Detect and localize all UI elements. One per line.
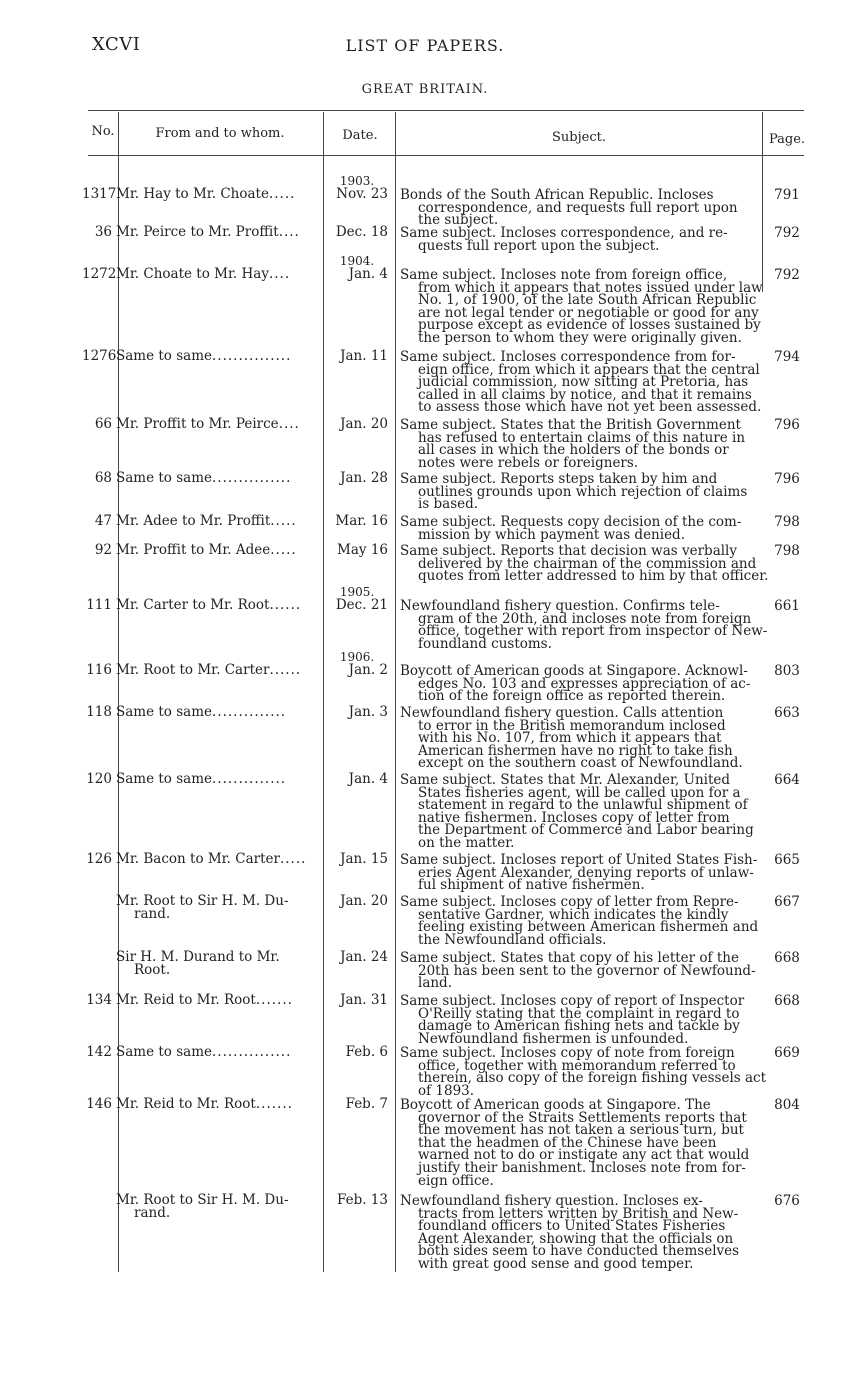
subject-line: office, together with report from inspector of New-	[418, 623, 768, 640]
from-and-to	[116, 994, 324, 1007]
column-divider-subject	[762, 112, 763, 292]
date-year: 1906.	[339, 650, 375, 664]
leader-dots: ...............	[212, 470, 292, 486]
subject-line: Agent Alexander, showing that the officials on	[418, 1230, 734, 1247]
paper-date	[326, 706, 388, 719]
subject-line: of 1893.	[418, 1082, 475, 1099]
date-value: Jan. 20	[340, 416, 388, 432]
subject-line: is based.	[418, 496, 479, 513]
paper-number: 92	[94, 542, 112, 558]
column-header-subject: Subject.	[552, 130, 606, 145]
page-reference: 794	[774, 349, 800, 365]
paper-number: 66	[94, 416, 112, 432]
paper-number: 1276	[82, 348, 117, 364]
page-reference: 668	[774, 950, 800, 966]
from-and-to	[116, 268, 324, 281]
date-value: Jan. 4	[348, 265, 388, 282]
from-and-to	[116, 418, 324, 431]
from-label: Mr. Reid to Mr. Root	[116, 1096, 256, 1112]
paper-number: 1272	[82, 266, 117, 282]
subject-line: outlines grounds upon which rejection of claims	[418, 483, 748, 500]
subject-line: are not legal tender or negotiable or good for any	[418, 304, 759, 321]
date-value: Jan. 2	[348, 661, 388, 678]
subject-line: American fishermen have no right to take fish	[418, 742, 733, 759]
leader-dots: .....	[270, 513, 297, 529]
subject-line: tion of the foreign office as reported therein.	[418, 688, 726, 705]
paper-date	[326, 1194, 388, 1207]
subject-line: the subject.	[418, 212, 499, 229]
subject-line: Bonds of the South African Republic. Incloses	[400, 187, 714, 203]
subject-line: Newfoundland fishery question. Confirms tele-	[400, 598, 720, 614]
date-year: 1904.	[339, 254, 375, 268]
paper-number: 111	[86, 597, 112, 613]
page-reference: 796	[774, 471, 800, 487]
from-and-to	[116, 664, 324, 677]
leader-dots: .....	[270, 542, 297, 558]
subject-line: tracts from letters written by British and New-	[418, 1205, 739, 1222]
paper-subject	[400, 896, 758, 946]
subject-line: native fishermen. Incloses copy of letter from	[418, 809, 730, 826]
leader-dots: ......	[269, 597, 302, 613]
subject-line: the person to whom they were originally given.	[418, 329, 742, 346]
from-label: Mr. Adee to Mr. Proffit	[116, 513, 271, 529]
from-label: Same to same	[116, 704, 212, 720]
subject-line: correspondence, and requests full report upon	[418, 199, 738, 216]
date-value: Jan. 11	[340, 348, 388, 364]
paper-subject	[400, 473, 758, 511]
paper-subject	[400, 665, 758, 703]
date-value: Nov. 23	[336, 185, 388, 202]
page-number: XCVI	[92, 34, 141, 55]
paper-date	[326, 853, 388, 866]
subject-line: gram of the 20th, and incloses note from foreign	[418, 610, 752, 627]
paper-date	[326, 418, 388, 431]
leader-dots: .......	[255, 992, 293, 1008]
date-value: Jan. 15	[340, 851, 388, 867]
subject-line: the Department of Commerce and Labor bearing	[418, 822, 754, 839]
subject-line: Boycott of American goods at Singapore. Acknowl-	[400, 663, 748, 679]
from-and-to	[116, 951, 324, 976]
from-and-to	[116, 1098, 324, 1111]
paper-date	[326, 651, 388, 676]
column-header-date: Date.	[342, 128, 378, 143]
subject-line: Same subject. Reports steps taken by him and	[400, 471, 718, 487]
from-label: Mr. Hay to Mr. Choate	[116, 186, 269, 202]
subject-line: Same subject. Incloses copy of letter from Repre-	[400, 894, 739, 910]
page-subtitle: GREAT BRITAIN.	[361, 82, 489, 97]
date-value: Mar. 16	[335, 513, 388, 529]
date-value: Jan. 24	[340, 949, 388, 965]
date-value: Jan. 20	[340, 893, 388, 909]
page-reference: 798	[774, 543, 800, 559]
from-and-to	[116, 472, 324, 485]
date-value: Jan. 31	[340, 992, 388, 1008]
subject-line: Same subject. States that Mr. Alexander, United	[400, 772, 731, 788]
from-and-to	[116, 1046, 324, 1059]
from-and-to	[116, 706, 324, 719]
subject-line: land.	[418, 975, 452, 992]
subject-line: Same subject. Incloses copy of report of Inspector	[400, 993, 745, 1009]
subject-line: Newfoundland fishery question. Incloses ex-	[400, 1193, 703, 1209]
date-year: 1903.	[339, 174, 375, 188]
subject-line: Same subject. Incloses correspondence from for-	[400, 349, 736, 365]
paper-date	[326, 226, 388, 239]
leader-dots: .....	[279, 851, 307, 867]
paper-number: 142	[86, 1044, 112, 1060]
from-label-line: rand.	[134, 905, 171, 922]
subject-line: feeling existing between American fishermen and	[418, 919, 759, 936]
paper-subject	[400, 774, 758, 850]
date-value: Jan. 3	[348, 704, 388, 720]
paper-subject	[400, 1099, 758, 1187]
leader-dots: ..............	[212, 771, 287, 787]
from-label: Mr. Reid to Mr. Root	[116, 992, 256, 1008]
paper-number: 118	[86, 704, 112, 720]
subject-line: Same subject. Incloses correspondence, and re-	[400, 225, 728, 241]
date-value: Feb. 6	[345, 1044, 388, 1060]
from-and-to	[116, 895, 324, 920]
subject-line: to error in the British memorandum inclosed	[418, 717, 726, 734]
paper-subject	[400, 349, 762, 416]
from-and-to	[116, 515, 324, 528]
subject-line: Same subject. Reports that decision was verbally	[400, 543, 738, 559]
paper-date	[326, 515, 388, 528]
from-label: Mr. Proffit to Mr. Peirce	[116, 416, 279, 432]
page-reference: 664	[774, 772, 800, 788]
date-value: Jan. 4	[348, 771, 388, 787]
paper-date	[326, 951, 388, 964]
from-label: Mr. Carter to Mr. Root	[116, 597, 270, 613]
subject-line: O'Reilly stating that the complaint in regard to	[418, 1005, 740, 1022]
subject-line: Same subject. Incloses copy of note from foreign	[400, 1045, 735, 1061]
paper-number: 36	[94, 224, 112, 240]
paper-subject	[400, 952, 758, 990]
leader-dots: .....	[268, 186, 296, 202]
date-value: Jan. 28	[340, 470, 388, 486]
paper-date	[326, 472, 388, 485]
from-and-to	[116, 350, 324, 363]
leader-dots: ....	[278, 416, 300, 432]
subject-line: from which it appears that notes issued under law	[418, 279, 763, 296]
subject-line: Boycott of American goods at Singapore. The	[400, 1097, 711, 1113]
page-reference: 667	[774, 894, 800, 910]
subject-line: foundland customs.	[418, 635, 552, 652]
subject-line: damage to American fishing nets and tackle by	[418, 1018, 740, 1035]
subject-line: Same subject. States that the British Government	[400, 417, 741, 433]
paper-subject	[400, 189, 758, 227]
column-divider-date	[395, 112, 396, 1272]
column-header-from: From and to whom.	[155, 126, 285, 141]
from-and-to	[116, 1194, 324, 1219]
paper-date	[326, 895, 388, 908]
subject-line: to assess those which have not yet been assessed.	[418, 399, 762, 416]
subject-line: on the matter.	[418, 834, 515, 851]
leader-dots: ....	[278, 224, 300, 240]
subject-line: Same subject. Incloses report of United States Fish-	[400, 852, 758, 868]
subject-line: with great good sense and good temper.	[418, 1255, 694, 1272]
paper-date	[326, 1046, 388, 1059]
subject-line: eries Agent Alexander, denying reports of unlaw-	[418, 864, 754, 881]
date-year: 1905.	[339, 585, 375, 599]
paper-number: 47	[94, 513, 112, 529]
subject-line: therein, also copy of the foreign fishing vessels act	[418, 1070, 767, 1087]
from-and-to	[116, 853, 324, 866]
leader-dots: ......	[269, 662, 302, 678]
from-label: Mr. Proffit to Mr. Adee	[116, 542, 271, 558]
page-reference: 669	[774, 1045, 800, 1061]
leader-dots: ..............	[212, 704, 287, 720]
subject-line: called in all claims by notice, and that it remains	[418, 386, 752, 403]
from-and-to	[116, 188, 324, 201]
date-value: Dec. 18	[335, 224, 388, 240]
subject-line: Same subject. Requests copy decision of the com-	[400, 514, 742, 530]
paper-subject	[400, 1045, 767, 1099]
paper-date	[326, 350, 388, 363]
column-header-no: No.	[91, 124, 115, 139]
subject-line: mission by which payment was denied.	[418, 526, 685, 543]
paper-number: 134	[86, 992, 112, 1008]
page-reference: 791	[774, 187, 800, 203]
from-label: Same to same	[116, 470, 212, 486]
subject-line: that the headmen of the Chinese have been	[418, 1134, 717, 1151]
from-label: Same to same	[116, 771, 212, 787]
leader-dots: ....	[268, 266, 291, 282]
paper-subject	[400, 543, 769, 585]
from-label: Same to same	[116, 1044, 212, 1060]
paper-number: 68	[94, 470, 112, 486]
subject-line: ful shipment of native fishermen.	[418, 877, 645, 894]
paper-date	[326, 773, 388, 786]
subject-line: the movement has not taken a serious turn, but	[418, 1122, 744, 1139]
from-and-to	[116, 544, 324, 557]
subject-line: No. 1, of 1900, of the late South African Republic	[418, 292, 757, 309]
paper-subject	[400, 516, 758, 541]
table-top-rule	[88, 110, 804, 111]
column-header-page: Page.	[768, 132, 806, 147]
subject-line: both sides seem to have conducted themselves	[418, 1243, 740, 1260]
from-and-to	[116, 773, 324, 786]
subject-line: Newfoundland fishermen is unfounded.	[418, 1030, 689, 1047]
subject-line: Same subject. States that copy of his letter of the	[400, 950, 739, 966]
leader-dots: ...............	[212, 1044, 292, 1060]
page-title: LIST OF PAPERS.	[345, 36, 505, 55]
paper-date	[326, 994, 388, 1007]
date-value: Feb. 13	[336, 1192, 388, 1208]
header-bottom-rule	[88, 155, 804, 156]
subject-line: quotes from letter addressed to him by that officer.	[418, 568, 769, 585]
subject-line: justify their banishment. Incloses note from for-	[418, 1159, 746, 1176]
page-reference: 792	[774, 225, 800, 241]
paper-subject	[400, 1195, 758, 1271]
from-and-to	[116, 226, 324, 239]
paper-number: 1317	[82, 186, 117, 202]
from-label: Same to same	[116, 348, 212, 364]
subject-line: quests full report upon the subject.	[418, 237, 660, 254]
from-label: Mr. Root to Mr. Carter	[116, 662, 270, 678]
paper-subject	[400, 707, 758, 770]
subject-line: office, together with memorandum referred to	[418, 1057, 736, 1074]
subject-line: Same subject. Incloses note from foreign office,	[400, 267, 728, 283]
page-reference: 803	[774, 663, 800, 679]
paper-number: 146	[86, 1096, 112, 1112]
paper-subject	[400, 995, 758, 1045]
subject-line: sentative Gardner, which indicates the kindly	[418, 906, 729, 923]
subject-line: foundland officers to United States Fisheries	[418, 1218, 726, 1235]
leader-dots: ...............	[212, 348, 292, 364]
subject-line: all cases in which the holders of the bonds or	[418, 442, 729, 459]
paper-number: 116	[86, 662, 112, 678]
subject-line: 20th has been sent to the governor of Newfound-	[418, 962, 756, 979]
subject-line: judicial commission, now sitting at Pretoria, has	[418, 374, 749, 391]
page-reference: 665	[774, 852, 800, 868]
page-reference: 804	[774, 1097, 800, 1113]
page-reference: 661	[774, 598, 800, 614]
subject-line: delivered by the chairman of the commission and	[418, 555, 757, 572]
subject-line: purpose except as evidence of losses sustained by	[418, 317, 761, 334]
paper-subject	[400, 419, 758, 469]
subject-line: has refused to entertain claims of this nature in	[418, 429, 746, 446]
page-reference: 668	[774, 993, 800, 1009]
paper-subject	[400, 854, 758, 892]
subject-line: except on the southern coast of Newfoundland.	[418, 755, 743, 772]
subject-line: the Newfoundland officials.	[418, 931, 607, 948]
page-reference: 792	[774, 267, 800, 283]
subject-line: warned not to do or instigate any act that would	[418, 1147, 750, 1164]
page-reference: 798	[774, 514, 800, 530]
paper-subject	[400, 267, 763, 346]
from-and-to	[116, 599, 324, 612]
subject-line: edges No. 103 and expresses appreciation of ac-	[418, 675, 751, 692]
from-label-line: Mr. Root to Sir H. M. Du-	[116, 893, 289, 909]
page-reference: 676	[774, 1193, 800, 1209]
subject-line: notes were rebels or foreigners.	[418, 454, 639, 471]
subject-line: eign office.	[418, 1172, 494, 1189]
subject-line: eign office, from which it appears that the central	[418, 361, 760, 378]
from-label-line: rand.	[134, 1204, 171, 1221]
date-value: Dec. 21	[335, 596, 388, 613]
leader-dots: .......	[255, 1096, 293, 1112]
paper-date	[326, 1098, 388, 1111]
paper-date	[326, 255, 388, 280]
subject-line: governor of the Straits Settlements reports that	[418, 1109, 747, 1126]
date-value: Feb. 7	[345, 1096, 388, 1112]
paper-date	[326, 544, 388, 557]
paper-date	[326, 175, 388, 200]
subject-line: Newfoundland fishery question. Calls attention	[400, 705, 724, 721]
page-reference: 663	[774, 705, 800, 721]
from-label-line: Sir H. M. Durand to Mr.	[116, 949, 280, 965]
subject-line: statement in regard to the unlawful shipment of	[418, 797, 748, 814]
subject-line: States fisheries agent, will be called upon for a	[418, 784, 741, 801]
paper-subject	[400, 598, 768, 652]
date-value: May 16	[337, 542, 388, 558]
paper-number: 120	[86, 771, 112, 787]
from-label-line: Mr. Root to Sir H. M. Du-	[116, 1192, 289, 1208]
from-label-line: Root.	[134, 961, 171, 978]
paper-date	[326, 586, 388, 611]
subject-line: with his No. 107, from which it appears that	[418, 730, 722, 747]
paper-subject	[400, 227, 758, 252]
paper-number: 126	[86, 851, 112, 867]
from-label: Mr. Bacon to Mr. Carter	[116, 851, 280, 867]
from-label: Mr. Peirce to Mr. Proffit	[116, 224, 279, 240]
page-reference: 796	[774, 417, 800, 433]
from-label: Mr. Choate to Mr. Hay	[116, 266, 269, 282]
